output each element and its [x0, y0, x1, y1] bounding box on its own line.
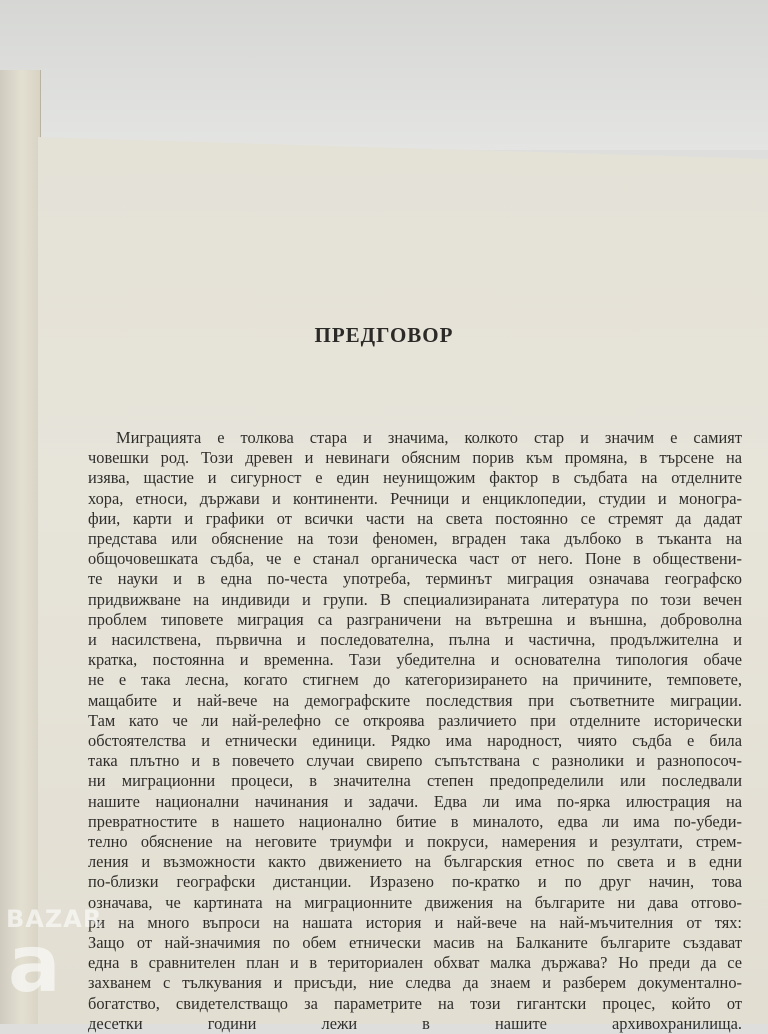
background: [0, 0, 768, 150]
text-line: нашите национални начинания и задачи. Едва ли има по-ярка илюстрация на: [88, 791, 742, 811]
text-line: обстоятелства и етнически единици. Рядко има народност, чиято съдба е била: [88, 731, 742, 751]
text-line: по-близки географски дистанции. Изразено по-кратко и по друг начин, това: [88, 872, 742, 892]
text-line: означава, че картината на миграционните движения на българите ни дава отгово-: [88, 892, 742, 912]
text-line: ления и възможности както движението на българския етнос по света и в едни: [88, 852, 742, 872]
text-line: придвижване на индивиди и групи. В специализираната литература по този вечен: [88, 589, 742, 609]
text-line: изява, щастие и сигурност е един неунищожим фактор в съдбата на отделните: [88, 468, 742, 488]
watermark-text: BAZAR: [6, 905, 103, 933]
text-line: човешки род. Този древен и невинаги обясним порив към промяна, в търсене на: [88, 448, 742, 468]
text-line: представа или обяснение на този феномен, вграден така дълбоко в тъканта на: [88, 529, 742, 549]
text-line: Там като че ли най-релефно се откроява различието при отделните исторически: [88, 710, 742, 730]
text-line: една в сравнителен план и в териториален обхват малка държава? Но преди да се: [88, 953, 742, 973]
text-line: хора, етноси, държави и континенти. Речници и енциклопедии, студии и моногра-: [88, 488, 742, 508]
text-line: и насилствена, първична и последователна, пълна и частична, продължителна и: [88, 630, 742, 650]
body-text: [88, 428, 742, 1034]
text-line: така плътно и в повечето случаи свирепо съпътствана с разнолики и разнопосоч-: [88, 751, 742, 771]
text-line: фии, карти и графики от всички части на света постоянно се стремят да дадат: [88, 508, 742, 528]
text-line: десетки години лежи в нашите архивохранилища.: [88, 1013, 742, 1033]
text-line: телно обяснение на неговите триумфи и покруси, намерения и резултати, стрем-: [88, 832, 742, 852]
page-title: ПРЕДГОВОР: [314, 323, 454, 347]
text-line: те науки и в една по-честа употреба, терминът миграция означава географско: [88, 569, 742, 589]
text-line: Миграцията е толкова стара и значима, колкото стар и значим е самият: [116, 428, 742, 447]
text-line: превратностите в нашето национално битие в миналото, едва ли има по-убеди-: [88, 811, 742, 831]
watermark-letter: a: [8, 920, 61, 1010]
text-line: мащабите и най-вече на демографските последствия при съответните миграции.: [88, 690, 742, 710]
text-line: кратка, постоянна и временна. Тази убедителна и основателна типология обаче: [88, 650, 742, 670]
text-line: ри на много въпроси на нашата история и най-вече на най-мъчителния от тях:: [88, 912, 742, 932]
text-line: ни миграционни процеси, в значителна степен предопределили или последвали: [88, 771, 742, 791]
text-line: общочовешката съдба, че е станал органическа част от него. Поне в обществени-: [88, 549, 742, 569]
text-line: богатство, свидетелстващо за параметрите на този гигантски процес, който от: [88, 993, 742, 1013]
book-spine: [0, 70, 41, 1024]
text-line: Защо от най-значимия по обем етнически масив на Балканите българите създават: [88, 933, 742, 953]
text-line: проблем типовете миграция са разграничени на вътрешна и външна, доброволна: [88, 609, 742, 629]
text-line: не е така лесна, когато стигнем до категоризирането на причините, темповете,: [88, 670, 742, 690]
text-line: захванем с тълкувания и присъди, ние следва да знаем и разберем документално-: [88, 973, 742, 993]
